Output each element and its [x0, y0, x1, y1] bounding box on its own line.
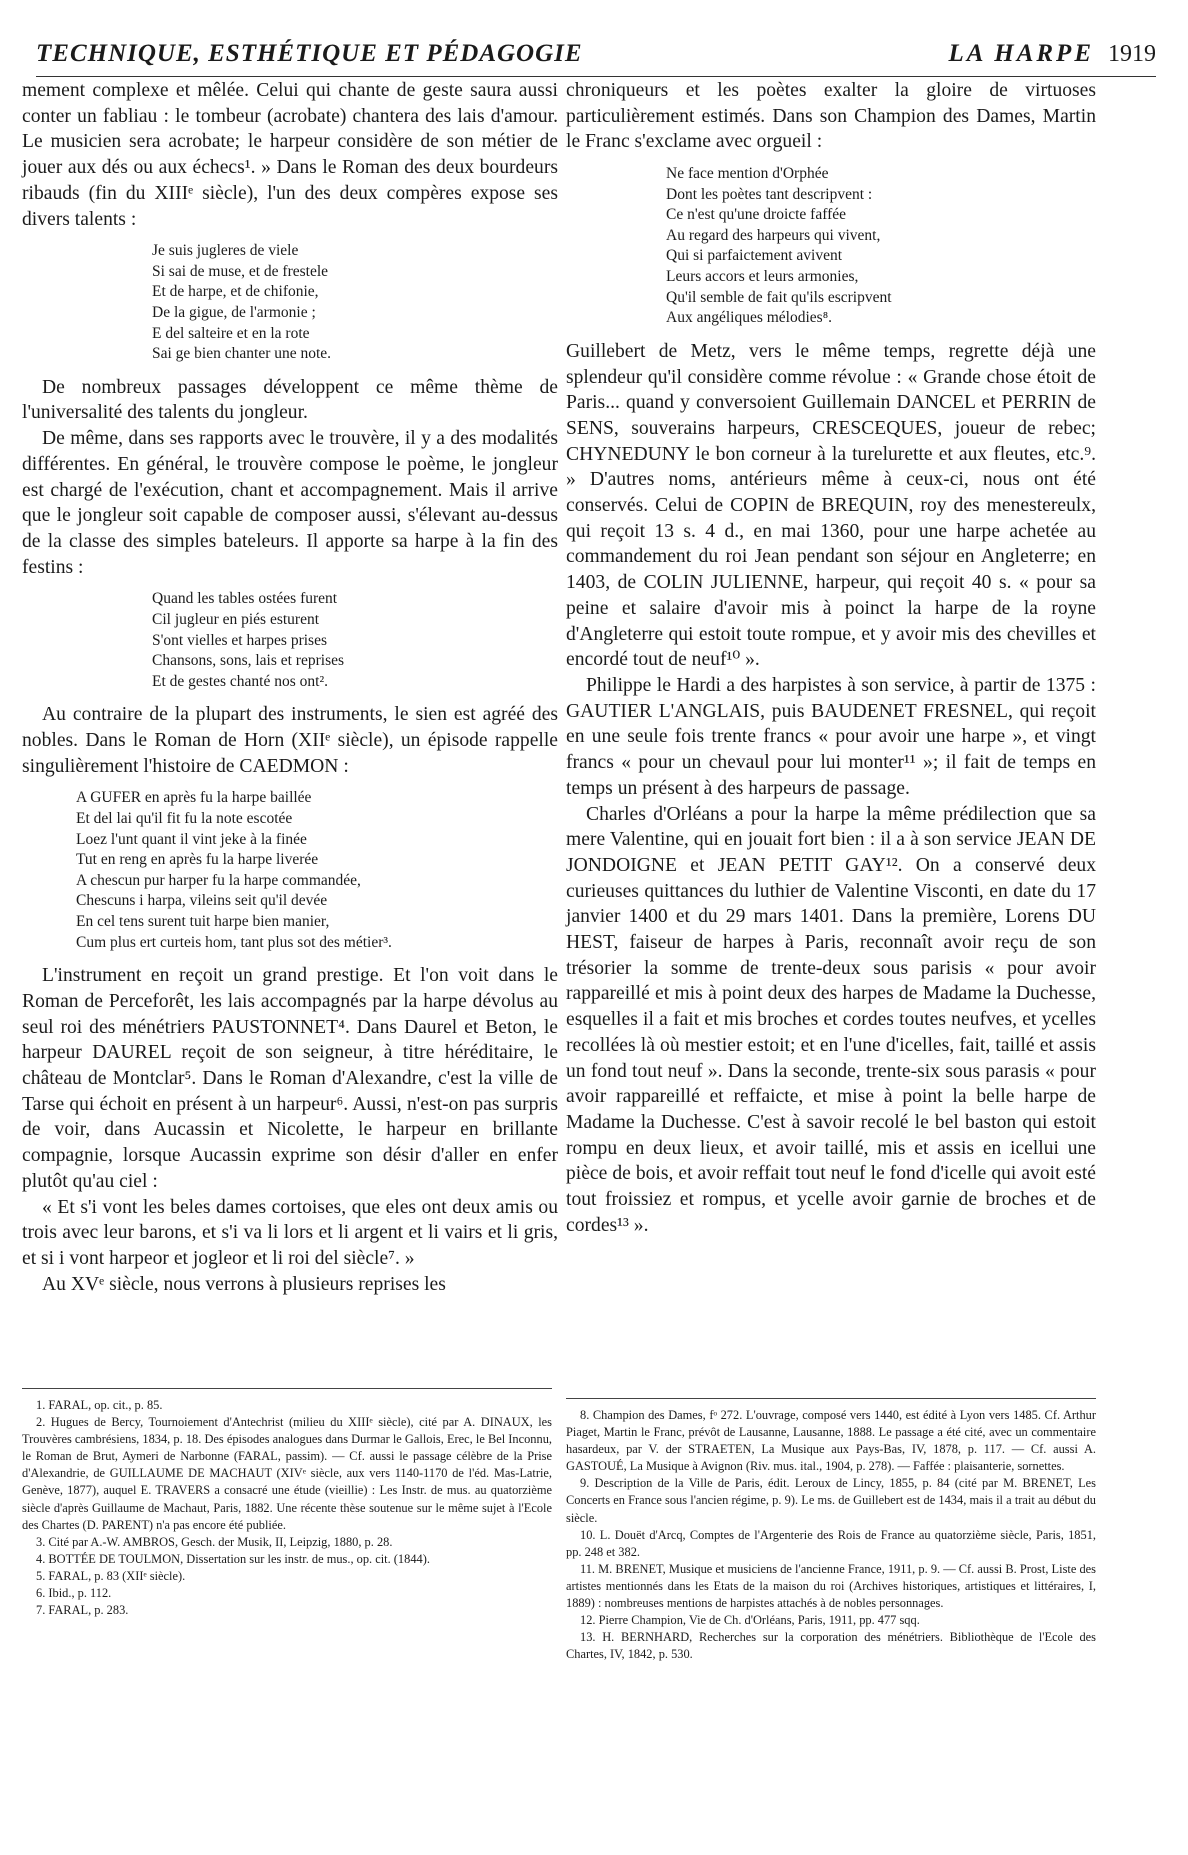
paragraph: De même, dans ses rapports avec le trouvère, il y a des modalités différentes. En général, le trouvère compose le poème, le jongleur est chargé de l'exécution, chant et accompagnement. Mais il arrive que le jongleur soit capable de composer aussi, s'élevant au-dessus de la classe des simples bateleurs. Il apporte sa harpe à la fin des festins : — [22, 428, 558, 578]
footnote: 7. FARAL, p. 283. — [36, 1603, 129, 1618]
footnotes-left — [22, 1397, 552, 1619]
page-number: 1919 — [1108, 41, 1156, 67]
verse-line: Au regard des harpeurs qui vivent, — [666, 226, 881, 244]
footnote: 12. Pierre Champion, Vie de Ch. d'Orléans, Paris, 1911, pp. 477 sqq. — [580, 1613, 920, 1628]
verse-line: De la gigue, de l'armonie ; — [152, 304, 316, 321]
verse-line: Cil jugleur en piés esturent — [152, 611, 320, 628]
footnote: 1. FARAL, op. cit., p. 85. — [36, 1398, 163, 1412]
verse-line: S'ont vielles et harpes prises — [152, 631, 327, 649]
paragraph: Charles d'Orléans a pour la harpe la même prédilection que sa mere Valentine, qui en jouait fort bien : il a à son service JEAN DE JONDOIGNE et JEAN PETIT GAY¹². On a conservé deux curieuses quittances du luthier de Valentine Visconti, en date du 17 janvier 1400 et du 29 mars 1401. Dans la première, Lorens DU HEST, faiseur de harpes à Paris, reconnaît avoir reçu de son trésorier la somme de trente-deux sous parisis « pour avoir rappareillé et mis à point deux des harpes de Madame la Duchesse, esquelles il a fait et mis broches et cordes toutes neufves, et ycelles recollées là où mestier estoit; et en l'une d'icelles, fait, taillé et assis un fond tout neuf ». Dans la seconde, trente-six sous parasis « pour avoir rappareillé et reffaicte, et mise à point la belle harpe de Madame la Duchesse. C'est à savoir recolé le bel baston qui estoit rompu en deux lieux, et avoir taillé, mis et assis en icellui une pièce de bois, et avoir reffait tout neuf le fond d'icelle qui avoit esté tout froissiez et rompus, et ycelle avoir garnie de broches et de cordes¹³ ». — [566, 803, 1096, 1236]
verse-line: En cel tens surent tuit harpe bien manier, — [76, 913, 330, 931]
verse-block — [22, 788, 558, 953]
verse-line: Chescuns i harpa, vileins seit qu'il devée — [76, 892, 328, 910]
verse-line: Et de harpe, et de chifonie, — [152, 283, 319, 301]
verse-line: Qu'il semble de fait qu'ils escripvent — [666, 288, 892, 306]
verse-line: Dont les poètes tant descripvent : — [666, 185, 873, 203]
header-section — [948, 40, 1156, 68]
footnote-rule — [22, 1388, 552, 1389]
footnotes-right — [566, 1407, 1096, 1663]
footnote: 2. Hugues de Bercy, Tournoiement d'Antechrist (milieu du XIIIᵉ siècle), cité par A. DINAUX, les Trouvères cambrésiens, 1834, p. 18. Des épisodes analogues dans Durmar le Gallois, Erec, le Bel Inconnu, le Roman de Brut, Aymeri de Narbonne (FARAL, passim). — Cf. aussi le passage célèbre de la Prise d'Alexandrie, de GUILLAUME DE MACHAUT (XIVᵉ siècle, aux vers 1140-1170 de l'éd. Mas-Latrie, Genève, 1877), auquel E. TRAVERS a consacré une étude (vieillie) : Les Instr. de mus. au quatorzième siècle d'après Guillaume de Machaut, Paris, 1882. Une récente thèse soutenue sur le même sujet à l'Ecole des Chartes (D. PARENT) n'a pas encore été publiée. — [22, 1415, 552, 1532]
footnote: 9. Description de la Ville de Paris, édit. Leroux de Lincy, 1855, p. 84 (cité par M. BRENET, Les Concerts en France sous l'ancien régime, p. 9). Le ms. de Guillebert est de 1434, mais il a trait au début du siècle. — [566, 1476, 1096, 1525]
verse-block — [566, 164, 1096, 329]
verse-line: Si sai de muse, et de frestele — [152, 262, 329, 280]
verse-line: Chansons, sons, lais et reprises — [152, 652, 345, 670]
verse-line: Et del lai qu'il fit fu la note escotée — [76, 810, 293, 828]
verse-line: A chescun pur harper fu la harpe commandée, — [76, 871, 361, 889]
running-header — [36, 36, 1156, 77]
footnote: 11. M. BRENET, Musique et musiciens de l'ancienne France, 1911, p. 9. — Cf. aussi B. Prost, Liste des artistes mentionnés dans les Etats de la maison du roi (Archives historiques, artistiques et littéraires, I, 1889) : nombreuses mentions de harpistes attachés à de nobles personnages. — [566, 1561, 1096, 1611]
paragraph: L'instrument en reçoit un grand prestige. Et l'on voit dans le Roman de Perceforêt, les lais accompagnés par la harpe dévolus au seul roi des ménétriers PAUSTONNET⁴. Dans Daurel et Beton, le harpeur DAUREL reçoit de son seigneur, à titre héréditaire, le château de Montclar⁵. Dans le Roman d'Alexandre, c'est la ville de Tarse qui échoit en présent à un harpeur⁶. Aussi, n'est-on pas surpris de voir, dans Aucassin et Nicolette, le harpeur en brillante compagnie, lorsque Aucassin exprime son désir d'aller en enfer plutôt qu'au ciel : — [22, 965, 558, 1192]
verse-line: Ce n'est qu'une droicte faffée — [666, 206, 847, 224]
verse-line: Loez l'unt quant il vint jeke à la finée — [76, 830, 307, 848]
header-section-label: LA HARPE — [948, 40, 1094, 67]
paragraph: chroniqueurs et les poètes exalter la gloire de virtuoses particulièrement estimés. Dans son Champion des Dames, Martin le Franc s'exclame avec orgueil : — [566, 80, 1096, 153]
verse-line: A GUFER en après fu la harpe baillée — [76, 789, 312, 807]
verse-line: Tut en reng en après fu la harpe liverée — [76, 851, 319, 869]
footnote-rule — [566, 1398, 1096, 1399]
footnote: 6. Ibid., p. 112. — [36, 1586, 112, 1601]
footnote: 4. BOTTÉE DE TOULMON, Dissertation sur les instr. de mus., op. cit. (1844). — [36, 1551, 430, 1566]
header-title: TECHNIQUE, ESTHÉTIQUE ET PÉDAGOGIE — [36, 40, 583, 67]
paragraph: Au XVᵉ siècle, nous verrons à plusieurs reprises les — [42, 1273, 446, 1295]
footnote: 10. L. Douët d'Arcq, Comptes de l'Argenterie des Rois de France au quatorzième siècle, Paris, 1851, pp. 248 et 382. — [566, 1527, 1096, 1559]
verse-block — [22, 241, 558, 365]
verse-line: Leurs accors et leurs armonies, — [666, 268, 859, 286]
verse-line: Ne face mention d'Orphée — [666, 165, 829, 183]
verse-line: Et de gestes chanté nos ont². — [152, 672, 328, 690]
paragraph: mement complexe et mêlée. Celui qui chante de geste saura aussi conter un fabliau : le tombeur (acrobate) chantera des lais d'amour. Le musicien sera acrobate; le harpeur considère de son métier de jouer aux dés ou aux échecs¹. » Dans le Roman des deux bourdeurs ribauds (fin du XIIIᵉ siècle), l'un des deux compères expose ses divers talents : — [22, 80, 558, 230]
paragraph: Philippe le Hardi a des harpistes à son service, à partir de 1375 : GAUTIER L'ANGLAIS, puis BAUDENET FRESNEL, qui reçoit en une seule fois trente francs « pour avoir une harpe », et vingt francs « pour un chevaul pour lui monter¹¹ »; il fait de temps en temps un présent à des harpeurs de passage. — [566, 675, 1096, 799]
paragraph: Guillebert de Metz, vers le même temps, regrette déjà une splendeur qu'il considère comme révolue : « Grande chose étoit de Paris... quand y conversoient Guillemain DANCEL et PERRIN de SENS, souverains harpeurs, CRESCEQUES, joueur de rebec; CHYNEDUNY le bon corneur à la turelurette et aux fleutes, etc.⁹. » D'autres noms, antérieurs même à ceux-ci, nous ont été conservés. Celui de COPIN de BREQUIN, roy des menestereulx, qui reçoit 13 s. 4 d., en mai 1360, pour une harpe achetée au commandement du roi Jean pendant son séjour en Angleterre; en 1403, de COLIN JULIENNE, harpeur, qui reçoit 40 s. « pour sa peine et salaire d'avoir mis à poinct la harpe de la royne d'Angleterre qui estoit toute rompue, et y avoir mis des chevilles et encordé tout de neuf¹⁰ ». — [566, 340, 1096, 671]
verse-line: Quand les tables ostées furent — [152, 590, 338, 608]
verse-line: E del salteire et en la rote — [152, 324, 310, 342]
verse-block — [22, 589, 558, 692]
paragraph: De nombreux passages développent ce même thème de l'universalité des talents du jongleur. — [22, 376, 558, 424]
verse-line: Aux angéliques mélodies⁸. — [666, 309, 832, 327]
verse-line: Sai ge bien chanter une note. — [152, 345, 332, 363]
footnote: 8. Champion des Dames, fᵒ 272. L'ouvrage, composé vers 1440, est édité à Lyon vers 1485. Cf. Arthur Piaget, Martin le Franc, prévôt de Lausanne, Lausanne, 1888. Le passage a été cité, avec un commentaire hasardeux, par V. der STRAETEN, La Musique aux Pays-Bas, IV, 1878, p. 117. — Cf. aussi A. GASTOUÉ, La Musique à Avignon (Riv. mus. ital., 1904, p. 278). — Faffée : plaisanterie, sornettes. — [566, 1408, 1096, 1474]
footnote: 5. FARAL, p. 83 (XIIᵉ siècle). — [36, 1568, 186, 1583]
verse-line: Qui si parfaictement avivent — [666, 247, 843, 265]
footnote: 3. Cité par A.-W. AMBROS, Gesch. der Musik, II, Leipzig, 1880, p. 28. — [36, 1534, 393, 1549]
paragraph: Au contraire de la plupart des instruments, le sien est agréé des nobles. Dans le Roman de Horn (XIIᵉ siècle), un épisode rappelle singulièrement l'histoire de CAEDMON : — [22, 704, 558, 777]
verse-line: Cum plus ert curteis hom, tant plus sot des métier³. — [76, 933, 392, 951]
right-column — [566, 78, 1096, 1238]
left-column — [22, 78, 558, 1297]
footnote: 13. H. BERNHARD, Recherches sur la corporation des ménétriers. Bibliothèque de l'Ecole des Chartes, IV, 1842, p. 530. — [566, 1630, 1096, 1662]
paragraph: « Et s'i vont les beles dames cortoises, que eles ont deux amis ou trois avec leur barons, et s'i va li lors et li argent et li vairs et li gris, et si i vont harpeor et jogleor et li roi del siècle⁷. » — [22, 1196, 558, 1269]
verse-line: Je suis jugleres de viele — [152, 242, 299, 260]
